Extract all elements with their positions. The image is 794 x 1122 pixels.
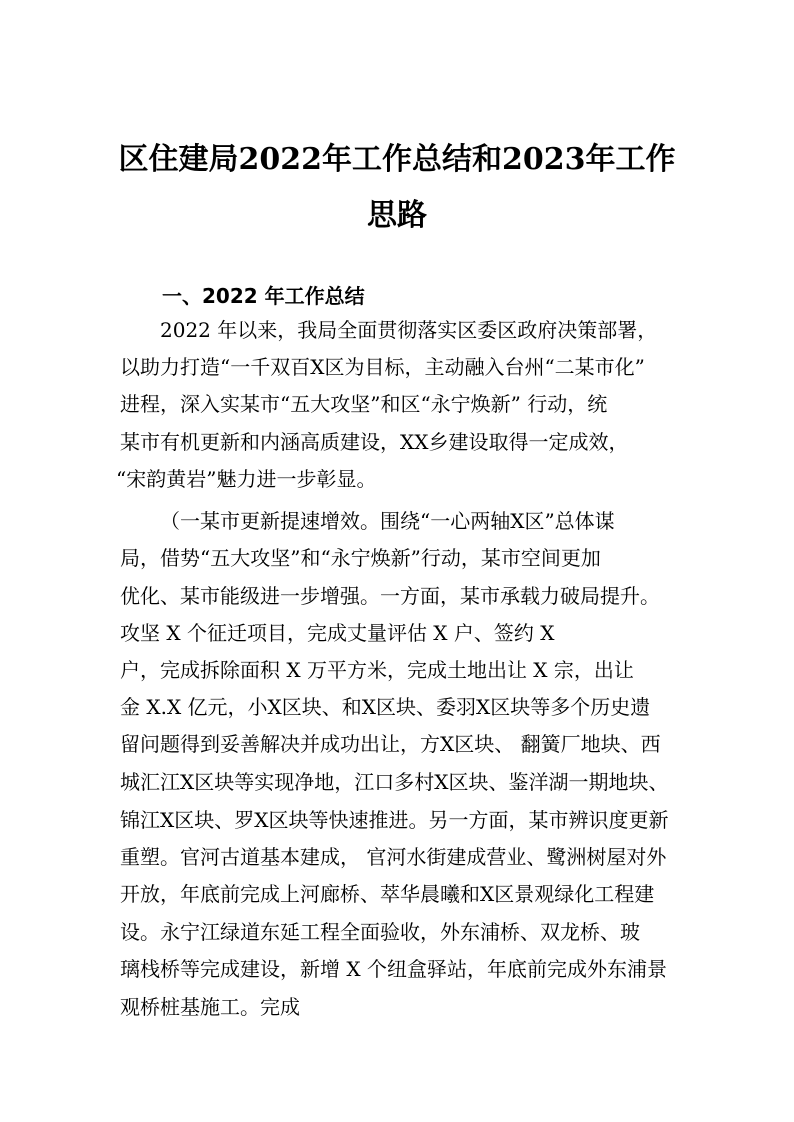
paragraph-line: 某市有机更新和内涵高质建设，XX乡建设取得一定成效， (120, 430, 629, 454)
paragraph-line: 锦江X区块、罗X区块等快速推进。另一方面，某市辨识度更新 (120, 808, 669, 832)
paragraph-line: 2022 年以来，我局全面贯彻落实区委区政府决策部署， (160, 318, 658, 342)
paragraph-line: 局，借势“五大攻坚”和“永宁焕新”行动，某市空间更加 (120, 546, 601, 570)
paragraph-line: 优化、某市能级进一步增强。一方面，某市承载力破局提升。 (120, 584, 660, 608)
paragraph-line: “宋韵黄岩”魅力进一步彰显。 (116, 467, 377, 491)
section-heading: 一、2022 年工作总结 (162, 284, 365, 308)
paragraph-line: 攻坚 X 个征迁项目，完成丈量评估 X 户、签约 X (120, 621, 555, 645)
paragraph-line: 留问题得到妥善解决并成功出让，方X区块、 翻簧厂地块、西 (120, 732, 661, 756)
paragraph-line: 以助力打造“一千双百X区为目标，主动融入台州“二某市化” (120, 355, 645, 379)
paragraph-line: （一某市更新提速增效。围绕“一心两轴X区”总体谋 (160, 509, 615, 533)
paragraph-line: 金 X.X 亿元，小X区块、和X区块、委羽X区块等多个历史遗 (120, 695, 651, 719)
document-title-line-2: 思路 (367, 198, 427, 233)
paragraph-line: 重塑。官河古道基本建成， 官河水街建成营业、鹭洲树屋对外 (120, 845, 667, 869)
paragraph-line: 璃栈桥等完成建设，新增 X 个纽盒驿站，年底前完成外东浦景 (120, 957, 667, 981)
paragraph-line: 进程，深入实某市“五大攻坚”和区“永宁焕新” 行动，统 (120, 392, 608, 416)
paragraph-line: 设。永宁江绿道东延工程全面验收，外东浦桥、双龙桥、玻 (120, 920, 640, 944)
paragraph-line: 开放，年底前完成上河廊桥、萃华晨曦和X区景观绿化工程建 (120, 882, 655, 906)
paragraph-line: 城汇江X区块等实现净地，江口多村X区块、鉴洋湖一期地块、 (120, 770, 669, 794)
paragraph-line: 观桥桩基施工。完成 (120, 995, 300, 1019)
paragraph-line: 户，完成拆除面积 X 万平方米，完成土地出让 X 宗，出让 (120, 658, 634, 682)
document-title-line-1: 区住建局2022年工作总结和2023年工作 (118, 142, 676, 177)
